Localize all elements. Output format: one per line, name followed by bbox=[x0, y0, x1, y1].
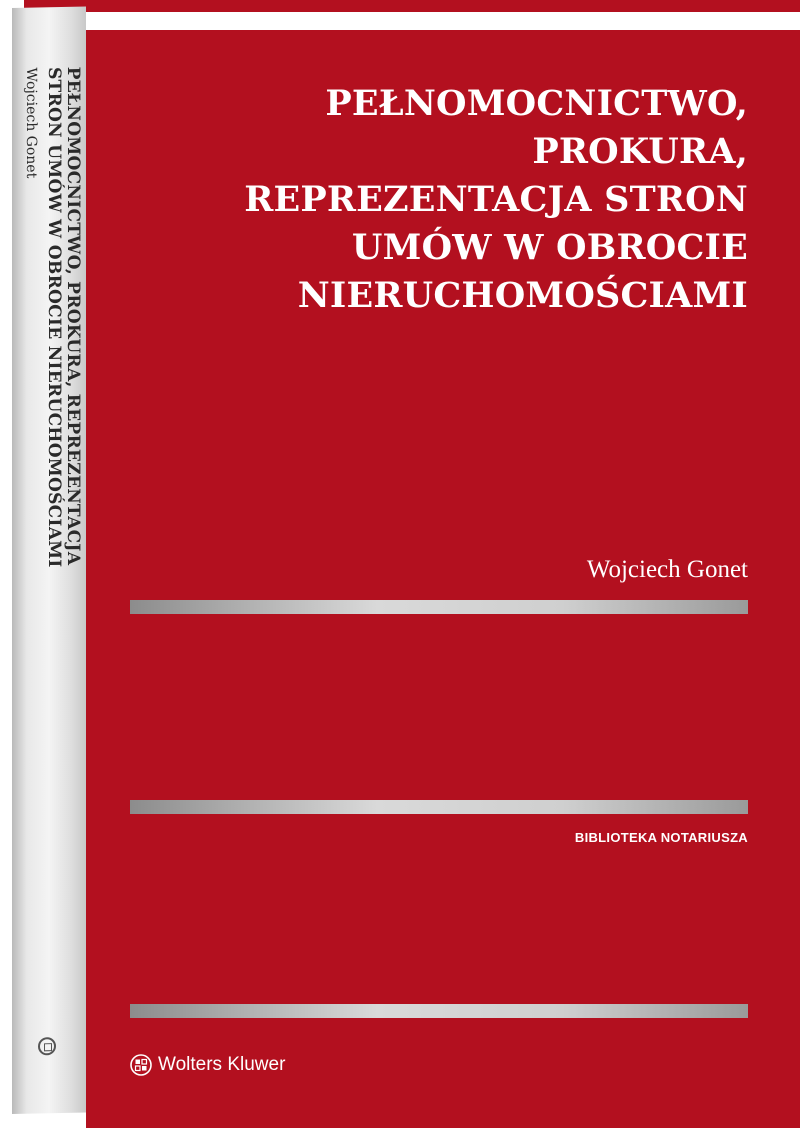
title-line-5: NIERUCHOMOŚCIAMI bbox=[297, 275, 748, 316]
divider-rule-top bbox=[130, 600, 748, 614]
title-line-1: PEŁNOMOCNICTWO, bbox=[325, 83, 748, 124]
divider-rule-middle bbox=[130, 800, 748, 814]
title-line-3: REPREZENTACJA STRON bbox=[244, 179, 748, 220]
series-name: BIBLIOTEKA NOTARIUSZA bbox=[574, 830, 748, 845]
wolters-kluwer-logo-icon bbox=[38, 1037, 56, 1055]
publisher-name: Wolters Kluwer bbox=[158, 1054, 286, 1075]
book-spine bbox=[12, 6, 86, 1114]
front-cover bbox=[86, 30, 800, 1128]
publisher-branding bbox=[130, 1054, 285, 1076]
spine-author: Wojciech Gonet bbox=[23, 67, 39, 179]
cover-top-edge bbox=[24, 0, 800, 12]
title-line-4: UMÓW W OBROCIE bbox=[351, 227, 748, 268]
spine-text bbox=[18, 67, 82, 908]
spine-title-line-2: STRON UMÓW W OBROCIE NIERUCHOMOŚCIAMI bbox=[44, 66, 64, 568]
book-author: Wojciech Gonet bbox=[586, 556, 748, 583]
divider-rule-bottom bbox=[130, 1004, 748, 1018]
wolters-kluwer-logo-icon bbox=[130, 1054, 152, 1076]
spine-title-line-1: PEŁNOMOCNICTWO, PROKURA, REPREZENTACJA bbox=[63, 66, 83, 566]
title-line-2: PROKURA, bbox=[532, 131, 748, 172]
book-title bbox=[108, 80, 748, 320]
